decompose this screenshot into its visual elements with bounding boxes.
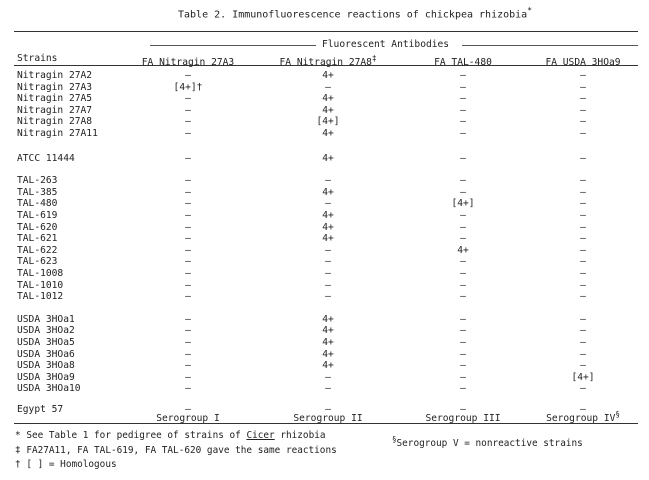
reaction-cell: 4+: [322, 152, 334, 164]
reaction-cell: –: [460, 116, 466, 128]
reaction-cell: –: [185, 291, 191, 303]
reaction-cell: 4+: [457, 244, 469, 256]
reaction-cell: –: [580, 152, 586, 164]
strain-name: USDA 3HOa9: [17, 371, 75, 383]
reaction-cell: –: [460, 128, 466, 139]
reaction-cell: –: [185, 152, 191, 164]
strain-name: Nitragin 27A5: [17, 93, 93, 105]
reaction-cell: –: [185, 104, 191, 116]
strain-name: TAL-619: [17, 210, 58, 221]
reaction-cell: 4+: [322, 128, 334, 139]
reaction-cell: –: [325, 371, 331, 383]
reaction-cell: –: [460, 70, 466, 81]
strain-name: TAL-620: [17, 221, 58, 233]
reaction-cell: –: [185, 313, 191, 325]
footnote-star-mark: *: [15, 430, 21, 441]
reaction-cell: –: [185, 371, 191, 383]
reaction-cell: –: [325, 256, 331, 268]
reaction-cell: –: [460, 81, 466, 93]
reaction-cell: –: [580, 383, 586, 395]
reaction-cell: –: [185, 244, 191, 256]
reaction-cell: –: [460, 175, 466, 187]
reaction-cell: –: [185, 70, 191, 81]
serogroup-mark: §: [615, 410, 620, 419]
reaction-cell: –: [185, 221, 191, 233]
fa-rule-left: [150, 45, 316, 46]
reaction-cell: –: [460, 221, 466, 233]
reaction-cell: –: [185, 383, 191, 395]
table-title: [178, 5, 532, 20]
reaction-cell: –: [460, 104, 466, 116]
reaction-cell: 4+: [322, 348, 334, 360]
reaction-cell: [4+]: [451, 198, 475, 210]
footnote-star-text: See Table 1 for pedigree of strains of: [26, 430, 241, 441]
footnote-double-dagger: [15, 445, 337, 456]
reaction-cell: –: [580, 291, 586, 303]
reaction-cell: [4+]: [571, 371, 595, 383]
footnote-dagger: [15, 459, 117, 470]
strains-header: Strains: [17, 53, 58, 64]
footnote-section: [392, 434, 583, 449]
reaction-cell: –: [325, 244, 331, 256]
serogroup-text: Serogroup II: [293, 413, 363, 425]
reaction-cell: –: [185, 279, 191, 291]
reaction-cell: –: [325, 81, 331, 93]
reaction-cell: –: [325, 291, 331, 303]
footnote-dagger-mark: †: [15, 459, 21, 470]
reaction-cell: –: [460, 186, 466, 198]
reaction-cell: –: [460, 152, 466, 164]
strain-name: USDA 3HOa10: [17, 383, 81, 395]
reaction-cell: –: [580, 268, 586, 279]
reaction-cell: 4+: [322, 93, 334, 105]
serogroup-label: [278, 409, 378, 424]
reaction-cell: –: [185, 198, 191, 210]
reaction-cell: –: [580, 348, 586, 360]
strain-name: USDA 3HOa1: [17, 313, 75, 325]
strain-name: Nitragin 27A7: [17, 104, 93, 116]
reaction-cell: –: [580, 279, 586, 291]
reaction-cell: –: [460, 313, 466, 325]
footnote-double-dagger-mark: ‡: [15, 445, 21, 456]
reaction-cell: –: [580, 116, 586, 128]
reaction-cell: –: [185, 256, 191, 268]
reaction-cell: –: [185, 186, 191, 198]
reaction-cell: –: [185, 128, 191, 139]
title-text: Table 2. Immunofluorescence reactions of chickpea rhizobia: [178, 9, 528, 21]
reaction-cell: –: [325, 198, 331, 210]
strain-name: Egypt 57: [17, 404, 64, 415]
reaction-cell: [4+]: [316, 116, 340, 128]
strain-name: USDA 3HOa6: [17, 348, 75, 360]
footnote-section-mark: §: [392, 435, 397, 444]
reaction-cell: –: [185, 325, 191, 337]
bottom-rule: [14, 423, 638, 424]
serogroup-label: [138, 409, 238, 424]
reaction-cell: –: [580, 93, 586, 105]
serogroup-label: [413, 409, 513, 424]
footnote-section-text: Serogroup V = nonreactive strains: [396, 438, 583, 450]
reaction-cell: –: [580, 256, 586, 268]
reaction-cell: –: [460, 360, 466, 372]
column-header-label: FA USDA 3HOa9: [545, 57, 621, 69]
reaction-cell: –: [460, 337, 466, 348]
strain-name: Nitragin 27A3: [17, 81, 93, 93]
reaction-cell: 4+: [322, 70, 334, 81]
reaction-cell: –: [185, 360, 191, 372]
title-mark: *: [527, 6, 533, 15]
reaction-cell: –: [185, 268, 191, 279]
reaction-cell: –: [580, 325, 586, 337]
reaction-cell: –: [580, 70, 586, 81]
serogroup-text: Serogroup III: [425, 413, 501, 425]
reaction-cell: –: [185, 404, 191, 415]
column-header-label: FA Nitragin 27A8: [279, 57, 372, 69]
strain-name: Nitragin 27A11: [17, 128, 98, 139]
reaction-cell: –: [185, 348, 191, 360]
reaction-cell: –: [460, 291, 466, 303]
reaction-cell: 4+: [322, 221, 334, 233]
strain-name: USDA 3HOa2: [17, 325, 75, 337]
reaction-cell: 4+: [322, 104, 334, 116]
reaction-cell: –: [185, 116, 191, 128]
reaction-cell: –: [580, 360, 586, 372]
strain-name: USDA 3HOa5: [17, 337, 75, 348]
reaction-cell: –: [460, 383, 466, 395]
reaction-cell: –: [580, 337, 586, 348]
strain-name: Nitragin 27A8: [17, 116, 93, 128]
fa-header: Fluorescent Antibodies: [322, 39, 450, 50]
reaction-cell: –: [580, 244, 586, 256]
reaction-cell: –: [460, 325, 466, 337]
reaction-cell: –: [460, 371, 466, 383]
strain-name: TAL-385: [17, 186, 58, 198]
reaction-cell: 4+: [322, 325, 334, 337]
reaction-cell: –: [185, 175, 191, 187]
reaction-cell: –: [185, 337, 191, 348]
reaction-cell: –: [580, 404, 586, 415]
serogroup-text: Serogroup I: [156, 413, 220, 425]
strain-name: Nitragin 27A2: [17, 70, 93, 81]
serogroup-label: [533, 409, 633, 424]
reaction-cell: 4+: [322, 313, 334, 325]
top-rule: [14, 31, 638, 32]
reaction-cell: –: [580, 233, 586, 245]
reaction-cell: –: [185, 210, 191, 221]
reaction-cell: [4+]†: [173, 81, 203, 93]
reaction-cell: –: [580, 210, 586, 221]
column-header-label: FA Nitragin 27A3: [141, 57, 235, 69]
strain-name: ATCC 11444: [17, 152, 75, 164]
reaction-cell: –: [460, 233, 466, 245]
reaction-cell: –: [580, 198, 586, 210]
reaction-cell: –: [580, 81, 586, 93]
footnote-dagger-text: [ ] = Homologous: [26, 459, 117, 470]
reaction-cell: –: [185, 93, 191, 105]
reaction-cell: –: [460, 279, 466, 291]
strain-name: TAL-263: [17, 175, 58, 187]
reaction-cell: –: [325, 279, 331, 291]
strain-name: USDA 3HOa8: [17, 360, 75, 372]
reaction-cell: –: [460, 268, 466, 279]
footnote-star-tail: rhizobia: [280, 430, 326, 441]
strain-name: TAL-1010: [17, 279, 64, 291]
reaction-cell: 4+: [322, 210, 334, 221]
strain-name: TAL-623: [17, 256, 58, 268]
reaction-cell: –: [325, 404, 331, 415]
reaction-cell: –: [580, 175, 586, 187]
reaction-cell: –: [460, 210, 466, 221]
reaction-cell: 4+: [322, 233, 334, 245]
reaction-cell: 4+: [322, 186, 334, 198]
header-rule: [14, 65, 638, 66]
reaction-cell: 4+: [322, 337, 334, 348]
footnote-star: [15, 430, 326, 441]
footnote-double-dagger-text: FA27A11, FA TAL-619, FA TAL-620 gave the same reactions: [26, 445, 337, 456]
footnote-star-genus: Cicer: [246, 430, 275, 441]
strain-name: TAL-1012: [17, 291, 64, 303]
reaction-cell: –: [460, 256, 466, 268]
strain-name: TAL-480: [17, 198, 58, 210]
strain-name: TAL-621: [17, 233, 58, 245]
reaction-cell: –: [580, 186, 586, 198]
column-header-label: FA TAL-480: [434, 57, 492, 69]
reaction-cell: 4+: [322, 360, 334, 372]
strain-name: TAL-1008: [17, 268, 64, 279]
reaction-cell: –: [460, 93, 466, 105]
reaction-cell: –: [325, 268, 331, 279]
fa-rule-right: [462, 45, 638, 46]
reaction-cell: –: [185, 233, 191, 245]
serogroup-text: Serogroup IV: [546, 413, 616, 425]
reaction-cell: –: [325, 175, 331, 187]
reaction-cell: –: [580, 313, 586, 325]
reaction-cell: –: [580, 104, 586, 116]
reaction-cell: –: [580, 221, 586, 233]
reaction-cell: –: [580, 128, 586, 139]
reaction-cell: –: [460, 404, 466, 415]
reaction-cell: –: [325, 383, 331, 395]
reaction-cell: –: [460, 348, 466, 360]
column-header-mark: ‡: [371, 54, 377, 63]
strain-name: TAL-622: [17, 244, 58, 256]
